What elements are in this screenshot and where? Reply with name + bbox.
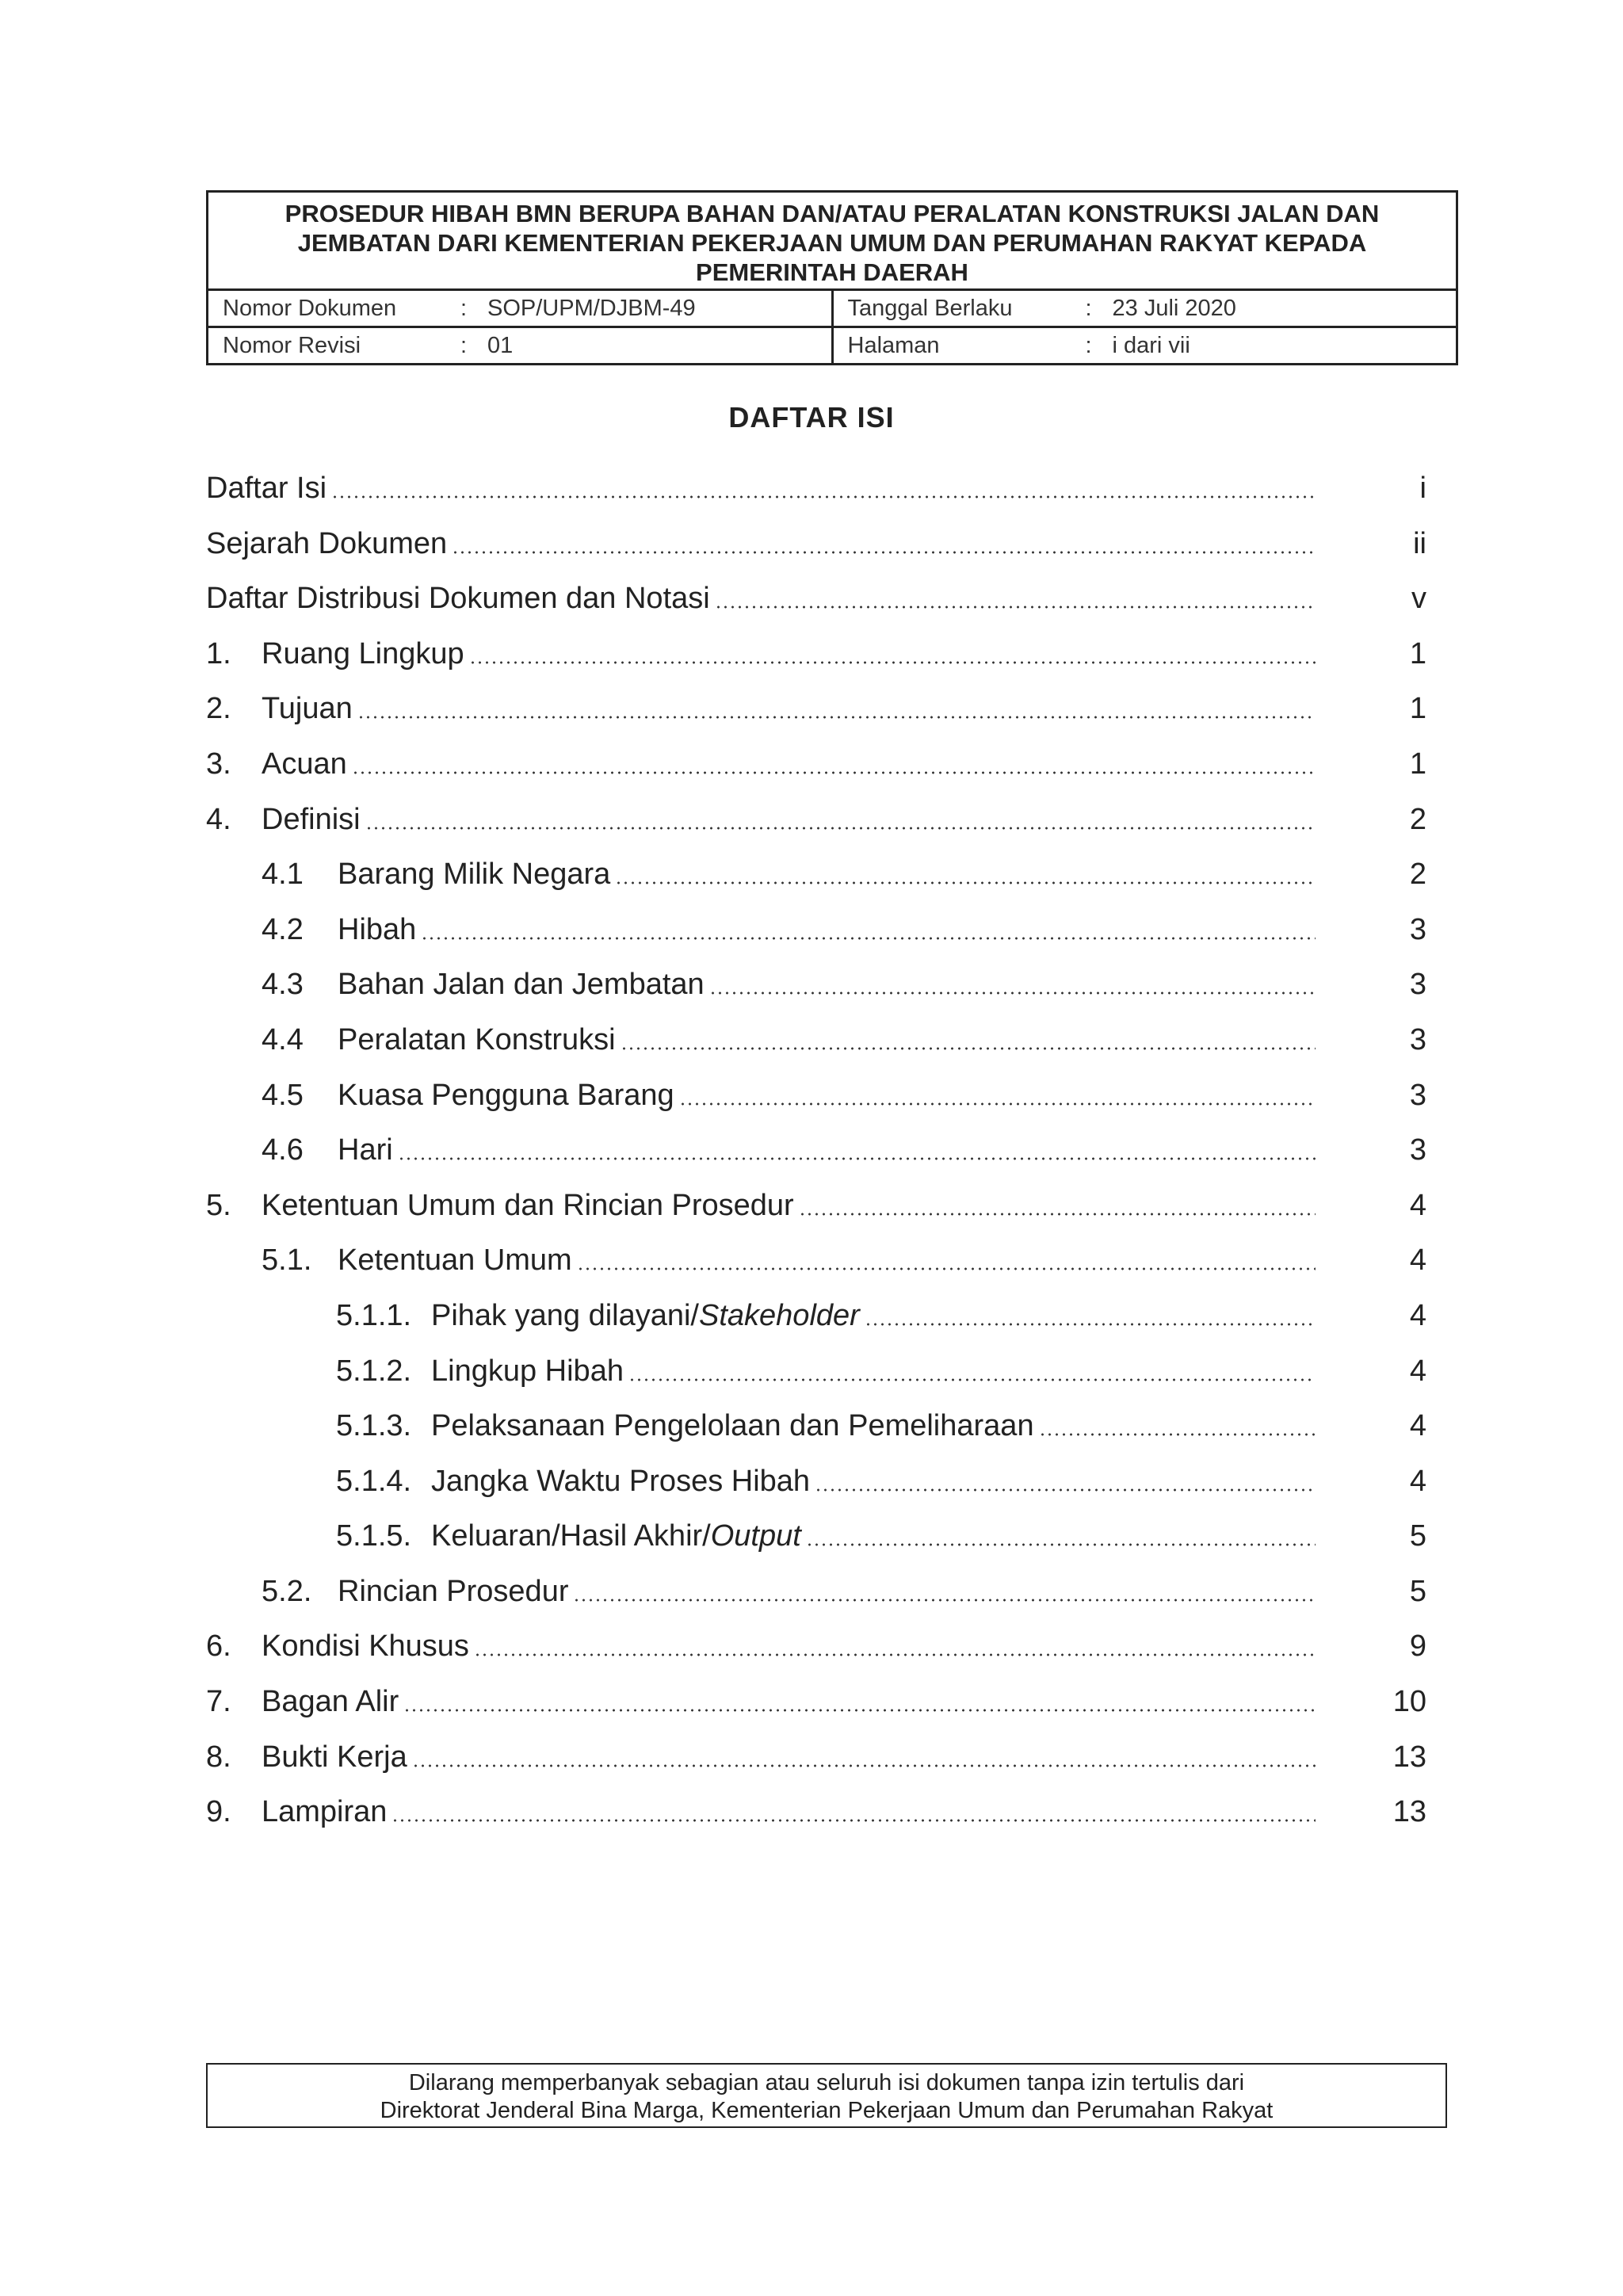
- nomor-dokumen-label: Nomor Dokumen: [223, 295, 397, 321]
- toc-entry-label-text: Jangka Waktu Proses Hibah: [431, 1464, 811, 1498]
- toc-entry-label: [338, 1023, 616, 1057]
- toc-entry-page: 1: [1409, 692, 1426, 726]
- toc-entry: [206, 1019, 1426, 1075]
- toc-entry-label: [206, 527, 447, 561]
- toc-entry-number: 6.: [206, 1629, 231, 1664]
- toc-dot-leader: [1039, 1407, 1316, 1437]
- toc-dot-leader: [806, 1517, 1316, 1547]
- toc-entry-number: 5.1.5.: [336, 1519, 412, 1553]
- toc-entry-label: [206, 472, 327, 506]
- toc-entry-label-text: Definisi: [262, 802, 361, 836]
- toc-entry-label-italic: Stakeholder: [699, 1298, 860, 1332]
- toc-entry-page: 3: [1409, 1022, 1426, 1056]
- toc-entry: [206, 1461, 1426, 1516]
- toc-entry: [206, 688, 1426, 743]
- toc-entry-label: [338, 913, 416, 947]
- toc-entry-label-text: Barang Milik Negara: [338, 858, 611, 892]
- toc-dot-leader: [679, 1076, 1316, 1106]
- toc-entry-number: 4.6: [262, 1133, 304, 1167]
- toc-entry-page: 1: [1409, 636, 1426, 670]
- toc-entry-label: [338, 1133, 393, 1167]
- page-title: DAFTAR ISI: [728, 401, 895, 434]
- toc-entry: [206, 523, 1426, 579]
- toc-entry-label-text: Pelaksanaan Pengelolaan dan Pemeliharaan: [431, 1409, 1034, 1443]
- toc-dot-leader: [577, 1241, 1316, 1271]
- toc-entry-page: 5: [1409, 1519, 1426, 1553]
- toc-entry: [206, 1681, 1426, 1736]
- toc-entry-number: 5.1.3.: [336, 1409, 412, 1443]
- table-of-contents: [206, 468, 1426, 1847]
- toc-entry-label-text: Sejarah Dokumen: [206, 526, 448, 560]
- toc-entry-label: [262, 1629, 469, 1664]
- meta-row-2: [208, 326, 1456, 363]
- toc-entry-label-text: Ketentuan Umum: [338, 1244, 572, 1278]
- colon: :: [1085, 295, 1092, 321]
- toc-entry-label-text: Lampiran: [262, 1795, 388, 1829]
- toc-entry-label-text: Ruang Lingkup: [262, 636, 464, 670]
- document-header-title: PROSEDUR HIBAH BMN BERUPA BAHAN DAN/ATAU PERALATAN KONSTRUKSI JALAN DAN JEMBATAN DARI KEMENTERIAN PEKERJAAN UMUM DAN PERUMAHAN RAKYAT KEPADA PEMERINTAH DAERAH: [285, 200, 1380, 286]
- toc-entry: [206, 1736, 1426, 1792]
- toc-entry-label: [262, 692, 353, 726]
- toc-entry-page: 3: [1409, 912, 1426, 946]
- toc-entry-number: 5.: [206, 1188, 231, 1222]
- toc-entry-number: 4.2: [262, 912, 304, 946]
- nomor-dokumen-cell: [208, 291, 831, 326]
- toc-entry: [206, 909, 1426, 965]
- toc-entry-label: [262, 747, 347, 781]
- footer-notice: [206, 2063, 1447, 2128]
- toc-dot-leader: [357, 690, 1316, 720]
- toc-entry-page: 13: [1392, 1795, 1426, 1829]
- toc-entry-number: 4.1: [262, 858, 304, 892]
- toc-dot-leader: [352, 745, 1316, 775]
- toc-entry-number: 2.: [206, 692, 231, 726]
- toc-entry-page: 13: [1392, 1740, 1426, 1774]
- toc-dot-leader: [421, 911, 1316, 941]
- toc-dot-leader: [815, 1462, 1316, 1492]
- toc-dot-leader: [615, 855, 1316, 885]
- toc-entry-number: 4.4: [262, 1022, 304, 1056]
- toc-entry-page: 2: [1409, 802, 1426, 836]
- toc-entry-label-text: Lingkup Hibah: [431, 1354, 624, 1388]
- toc-entry-label: [431, 1519, 801, 1553]
- toc-entry-page: ii: [1413, 526, 1426, 560]
- toc-entry-label: [262, 803, 361, 837]
- toc-entry-page: 9: [1409, 1629, 1426, 1664]
- toc-entry-label: [262, 1685, 399, 1719]
- toc-entry-page: 4: [1409, 1244, 1426, 1278]
- toc-entry-number: 4.: [206, 802, 231, 836]
- meta-row-1: [208, 288, 1456, 326]
- toc-entry-label: [338, 858, 610, 892]
- toc-entry: [206, 578, 1426, 633]
- toc-entry-label: [262, 1740, 407, 1775]
- toc-entry-label: [262, 1795, 387, 1829]
- colon: :: [1085, 332, 1092, 358]
- toc-entry-page: 4: [1409, 1354, 1426, 1388]
- toc-entry: [206, 1571, 1426, 1626]
- toc-dot-leader: [628, 1352, 1316, 1382]
- toc-dot-leader: [469, 635, 1316, 665]
- toc-entry-page: 3: [1409, 1133, 1426, 1167]
- toc-entry-label-text: Kuasa Pengguna Barang: [338, 1078, 674, 1112]
- toc-entry-label: [338, 968, 705, 1002]
- toc-entry: [206, 468, 1426, 523]
- toc-entry: [206, 633, 1426, 689]
- toc-dot-leader: [799, 1186, 1316, 1217]
- toc-entry-label-text: Peralatan Konstruksi: [338, 1022, 616, 1056]
- toc-dot-leader: [621, 1021, 1316, 1051]
- toc-dot-leader: [709, 965, 1316, 995]
- toc-entry-label: [338, 1575, 568, 1609]
- toc-dot-leader: [331, 469, 1316, 499]
- toc-entry-label: [431, 1299, 860, 1333]
- toc-entry-label: [206, 582, 710, 616]
- toc-entry-number: 4.5: [262, 1078, 304, 1112]
- toc-entry-number: 5.1.2.: [336, 1354, 412, 1388]
- toc-entry-label-text: Tujuan: [262, 692, 353, 726]
- toc-entry: [206, 1295, 1426, 1350]
- toc-entry-page: 4: [1409, 1188, 1426, 1222]
- toc-entry-page: i: [1419, 472, 1426, 505]
- tanggal-berlaku-label: Tanggal Berlaku: [847, 295, 1013, 321]
- toc-entry-label-text: Acuan: [262, 747, 347, 781]
- toc-entry: [206, 1185, 1426, 1240]
- toc-entry-label: [431, 1409, 1034, 1443]
- nomor-revisi-label: Nomor Revisi: [223, 332, 361, 358]
- toc-entry-number: 5.1.4.: [336, 1464, 412, 1498]
- halaman-value: i dari vii: [1112, 332, 1190, 358]
- toc-entry: [206, 1515, 1426, 1571]
- halaman-label: Halaman: [847, 332, 940, 358]
- toc-entry: [206, 1626, 1426, 1681]
- toc-entry-label: [262, 1189, 794, 1223]
- toc-entry: [206, 1075, 1426, 1130]
- toc-dot-leader: [452, 525, 1316, 555]
- toc-entry-number: 3.: [206, 747, 231, 781]
- toc-entry-page: 3: [1409, 968, 1426, 1002]
- toc-dot-leader: [412, 1738, 1316, 1768]
- toc-entry-label-text: Pihak yang dilayani/: [431, 1298, 699, 1332]
- toc-entry-page: 4: [1409, 1409, 1426, 1443]
- toc-entry-label-text: Bagan Alir: [262, 1685, 399, 1719]
- toc-entry-number: 7.: [206, 1685, 231, 1719]
- toc-entry-label: [262, 637, 464, 671]
- toc-entry-number: 1.: [206, 636, 231, 670]
- toc-entry-label-text: Kondisi Khusus: [262, 1629, 469, 1664]
- toc-entry-page: 10: [1392, 1685, 1426, 1719]
- toc-entry-number: 5.1.1.: [336, 1298, 412, 1332]
- toc-entry-page: 4: [1409, 1298, 1426, 1332]
- toc-entry-label-text: Bukti Kerja: [262, 1740, 407, 1774]
- footer-line-2: Direktorat Jenderal Bina Marga, Kementerian Pekerjaan Umum dan Perumahan Rakyat: [380, 2098, 1274, 2123]
- toc-entry: [206, 1240, 1426, 1295]
- tanggal-berlaku-value: 23 Juli 2020: [1112, 295, 1236, 321]
- toc-entry-page: 4: [1409, 1464, 1426, 1498]
- colon: :: [460, 295, 468, 321]
- toc-entry-number: 8.: [206, 1740, 231, 1774]
- toc-entry-label-text: Rincian Prosedur: [338, 1574, 569, 1608]
- toc-entry-page: 1: [1409, 747, 1426, 781]
- toc-entry-label-text: Daftar Isi: [206, 472, 327, 505]
- toc-entry-label: [431, 1465, 810, 1499]
- toc-entry: [206, 1405, 1426, 1461]
- document-header: [206, 190, 1458, 365]
- toc-entry-number: 4.3: [262, 968, 304, 1002]
- toc-dot-leader: [865, 1297, 1316, 1327]
- toc-entry-label-text: Ketentuan Umum dan Rincian Prosedur: [262, 1188, 794, 1222]
- toc-dot-leader: [391, 1793, 1316, 1823]
- toc-entry: [206, 1129, 1426, 1185]
- toc-entry-number: 5.1.: [262, 1244, 312, 1278]
- toc-entry-label-text: Hari: [338, 1133, 393, 1167]
- tanggal-berlaku-cell: [831, 291, 1457, 326]
- toc-dot-leader: [715, 579, 1316, 609]
- colon: :: [460, 332, 468, 358]
- toc-entry-label-text: Bahan Jalan dan Jembatan: [338, 968, 705, 1002]
- toc-entry: [206, 799, 1426, 854]
- toc-entry: [206, 854, 1426, 909]
- toc-dot-leader: [403, 1683, 1316, 1713]
- toc-entry-label-text: Hibah: [338, 912, 417, 946]
- toc-entry: [206, 1350, 1426, 1406]
- footer-line-1: Dilarang memperbanyak sebagian atau seluruh isi dokumen tanpa izin tertulis dari: [408, 2070, 1245, 2095]
- toc-entry: [206, 964, 1426, 1019]
- nomor-dokumen-value: SOP/UPM/DJBM-49: [487, 295, 696, 321]
- toc-entry-page: 3: [1409, 1078, 1426, 1112]
- nomor-revisi-cell: [208, 328, 831, 363]
- toc-entry-label: [338, 1244, 572, 1278]
- toc-entry-number: 5.2.: [262, 1574, 312, 1608]
- toc-dot-leader: [365, 800, 1316, 831]
- toc-entry-label: [431, 1354, 624, 1389]
- toc-entry: [206, 743, 1426, 799]
- toc-entry-page: 2: [1409, 858, 1426, 892]
- toc-entry-label-italic: Output: [710, 1519, 801, 1553]
- toc-entry-label: [338, 1079, 674, 1113]
- toc-entry: [206, 1791, 1426, 1847]
- toc-dot-leader: [573, 1572, 1316, 1603]
- toc-entry-label-text: Keluaran/Hasil Akhir/: [431, 1519, 711, 1553]
- toc-entry-number: 9.: [206, 1795, 231, 1829]
- toc-entry-label-text: Daftar Distribusi Dokumen dan Notasi: [206, 582, 710, 616]
- toc-dot-leader: [474, 1627, 1316, 1657]
- nomor-revisi-value: 01: [487, 332, 514, 358]
- toc-entry-page: 5: [1409, 1574, 1426, 1608]
- toc-entry-page: v: [1411, 582, 1426, 616]
- halaman-cell: [831, 328, 1457, 363]
- toc-dot-leader: [398, 1131, 1316, 1161]
